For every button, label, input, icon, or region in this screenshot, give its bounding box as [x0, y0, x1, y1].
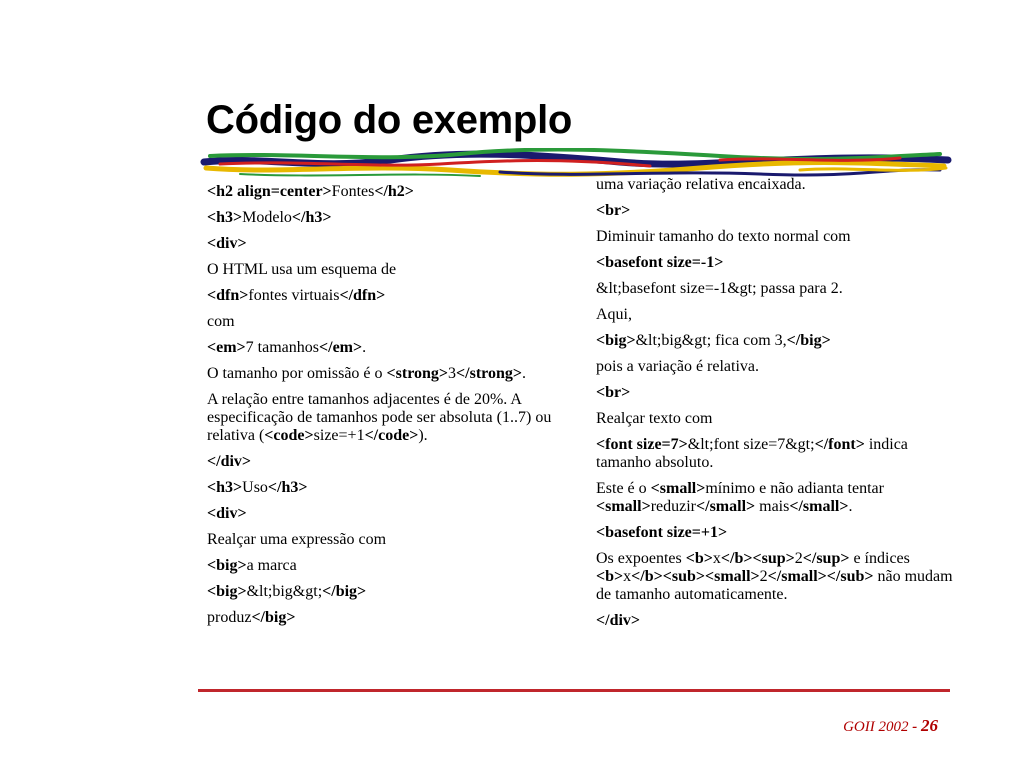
- code-tag: <basefont size=-1>: [596, 254, 724, 271]
- code-tag: <h3>: [207, 479, 243, 496]
- code-tag: </big>: [786, 332, 831, 349]
- code-tag: </div>: [207, 453, 252, 470]
- code-tag: <div>: [207, 505, 247, 522]
- code-tag: </font>: [814, 436, 865, 453]
- code-text: a marca: [246, 557, 297, 574]
- code-line: [596, 176, 956, 194]
- code-text: &lt;big&gt;: [246, 583, 323, 600]
- code-text: e índices: [849, 550, 910, 567]
- code-tag: </b><sup>: [720, 550, 795, 567]
- code-line: [207, 505, 577, 523]
- code-tag: </h2>: [374, 183, 414, 200]
- code-tag: </b><sub><small>: [631, 568, 760, 585]
- code-tag: <code>: [264, 427, 314, 444]
- code-tag: <big>: [207, 557, 247, 574]
- code-text: não mudam de tamanho automaticamente.: [596, 568, 953, 603]
- code-line: [207, 313, 577, 331]
- code-column-left: [207, 183, 577, 635]
- code-line: [207, 583, 577, 601]
- code-text: com: [207, 313, 235, 330]
- code-text: pois a variação é relativa.: [596, 358, 760, 375]
- code-line: [207, 287, 577, 305]
- code-tag: <big>: [207, 583, 247, 600]
- code-tag: <basefont size=+1>: [596, 524, 728, 541]
- code-line: [207, 339, 577, 357]
- code-line: [596, 358, 956, 376]
- code-tag: </sup>: [802, 550, 850, 567]
- code-line: [596, 612, 956, 630]
- code-tag: <b>: [685, 550, 713, 567]
- code-line: [596, 332, 956, 350]
- code-line: [596, 384, 956, 402]
- code-line: [207, 261, 577, 279]
- code-line: [207, 391, 577, 445]
- code-tag: <em>: [207, 339, 246, 356]
- code-tag: </strong>: [456, 365, 522, 382]
- code-column-right: [596, 176, 956, 638]
- code-text: x: [712, 550, 721, 567]
- footer: [843, 716, 938, 736]
- code-text: Diminuir tamanho do texto normal com: [596, 228, 851, 245]
- code-text: produz: [207, 609, 252, 626]
- code-text: &lt;basefont size=-1&gt; passa para 2.: [596, 280, 843, 297]
- code-tag: <div>: [207, 235, 247, 252]
- footer-label: GOII 2002: [843, 719, 909, 735]
- code-line: [596, 280, 956, 298]
- code-tag: </dfn>: [339, 287, 386, 304]
- code-tag: </h3>: [267, 479, 308, 496]
- code-tag: </small>: [789, 498, 849, 515]
- code-tag: <h3>: [207, 209, 243, 226]
- code-line: [207, 235, 577, 253]
- code-tag: </big>: [251, 609, 296, 626]
- code-text: mínimo e não adianta tentar: [705, 480, 884, 497]
- code-text: Este é o: [596, 480, 651, 497]
- code-line: [207, 557, 577, 575]
- code-tag: <small>: [596, 498, 651, 515]
- code-text: O HTML usa um esquema de: [207, 261, 397, 278]
- code-tag: </em>: [319, 339, 363, 356]
- code-line: [207, 183, 577, 201]
- code-text: mais: [755, 498, 790, 515]
- code-line: [207, 209, 577, 227]
- code-tag: <b>: [596, 568, 624, 585]
- code-line: [207, 365, 577, 383]
- code-line: [207, 453, 577, 471]
- code-tag: <br>: [596, 202, 631, 219]
- code-tag: <big>: [596, 332, 636, 349]
- code-text: 2: [759, 568, 768, 585]
- code-text: 7 tamanhos: [245, 339, 319, 356]
- code-text: x: [623, 568, 632, 585]
- code-text: indica tamanho absoluto.: [596, 436, 908, 471]
- code-text: Realçar texto com: [596, 410, 713, 427]
- code-line: [596, 524, 956, 542]
- slide-title: Código do exemplo: [206, 98, 573, 142]
- code-text: Modelo: [242, 209, 292, 226]
- code-text: size=+1: [313, 427, 365, 444]
- code-line: [596, 410, 956, 428]
- code-tag: </small>: [696, 498, 756, 515]
- code-text: 3: [448, 365, 457, 382]
- code-text: .: [362, 339, 367, 356]
- code-tag: <h2 align=center>: [207, 183, 332, 200]
- code-text: Realçar uma expressão com: [207, 531, 387, 548]
- code-tag: <br>: [596, 384, 631, 401]
- code-text: ).: [418, 427, 428, 444]
- code-tag: </code>: [364, 427, 419, 444]
- code-text: &lt;font size=7&gt;: [687, 436, 815, 453]
- code-line: [207, 609, 577, 627]
- footer-separator: -: [908, 719, 921, 735]
- page-number: 26: [921, 716, 938, 735]
- code-text: reduzir: [650, 498, 696, 515]
- code-text: &lt;big&gt; fica com 3,: [635, 332, 787, 349]
- code-text: Os expoentes: [596, 550, 686, 567]
- code-text: .: [848, 498, 853, 515]
- code-line: [596, 436, 956, 472]
- code-line: [596, 202, 956, 220]
- code-text: Uso: [242, 479, 268, 496]
- code-line: [596, 228, 956, 246]
- code-line: [596, 480, 956, 516]
- code-tag: </div>: [596, 612, 641, 629]
- code-line: [596, 306, 956, 324]
- code-text: Fontes: [331, 183, 375, 200]
- code-tag: <font size=7>: [596, 436, 688, 453]
- code-text: uma variação relativa encaixada.: [596, 176, 806, 193]
- code-text: .: [521, 365, 526, 382]
- code-tag: <strong>: [386, 365, 449, 382]
- code-text: A relação entre tamanhos adjacentes é de 20%. A especificação de tamanhos pode ser absoluta (1..7) ou relativa (: [207, 391, 552, 444]
- code-tag: </h3>: [291, 209, 332, 226]
- code-text: 2: [794, 550, 803, 567]
- code-text: fontes virtuais: [248, 287, 340, 304]
- code-tag: <dfn>: [207, 287, 249, 304]
- footer-rule: [198, 689, 950, 692]
- code-tag: <small>: [650, 480, 706, 497]
- code-tag: </big>: [322, 583, 367, 600]
- code-line: [207, 531, 577, 549]
- code-tag: </small></sub>: [767, 568, 874, 585]
- code-line: [596, 254, 956, 272]
- code-text: Aqui,: [596, 306, 632, 323]
- code-line: [207, 479, 577, 497]
- code-text: O tamanho por omissão é o: [207, 365, 387, 382]
- code-line: [596, 550, 956, 604]
